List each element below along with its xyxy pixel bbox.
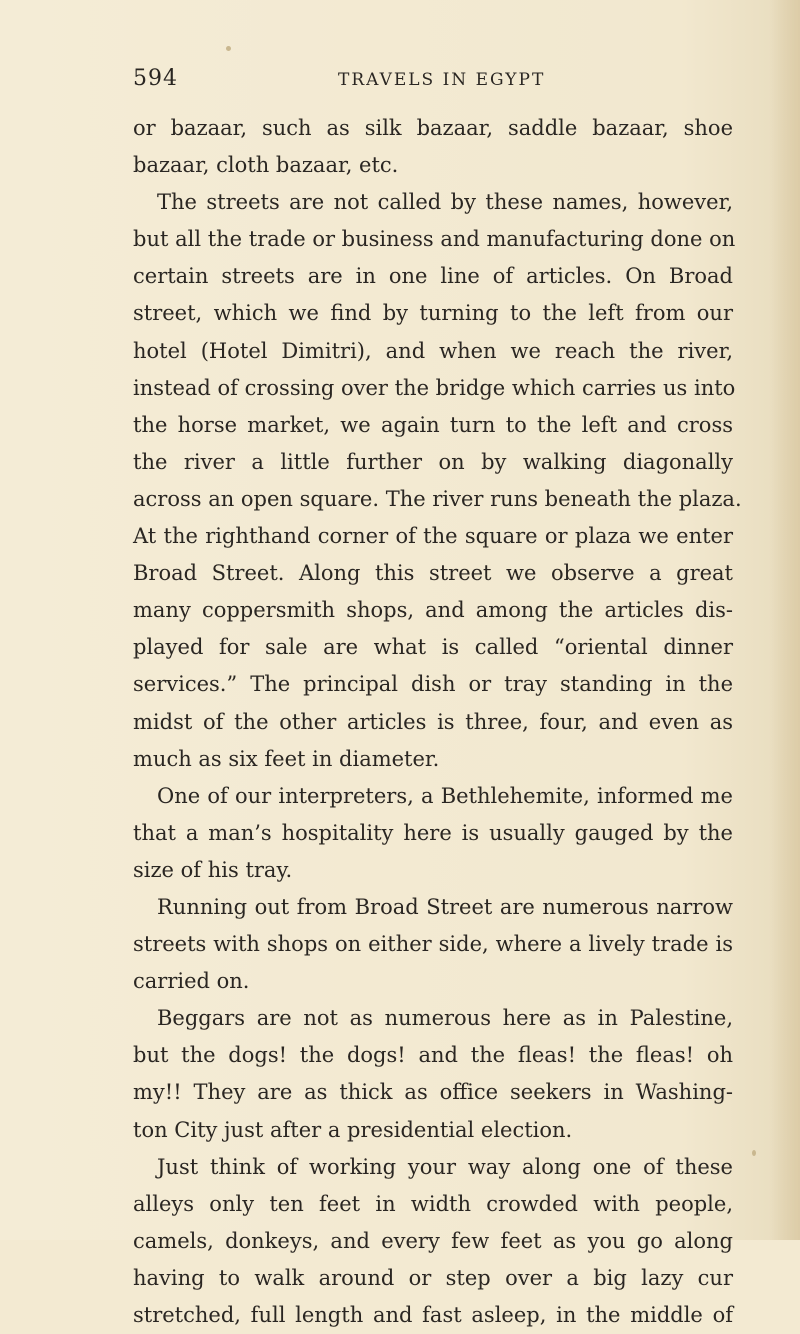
text-line: but the dogs! the dogs! and the fleas! the fleas! oh	[133, 1043, 733, 1068]
text-line: Beggars are not as numerous here as in Palestine,	[157, 1006, 733, 1031]
text-line: size of his tray.	[133, 857, 293, 882]
text-line: much as six feet in diameter.	[133, 746, 440, 771]
text-line: Broad Street. Along this street we observe a great	[133, 561, 733, 586]
text-line: that a man’s hospitality here is usually gauged by the	[133, 820, 733, 845]
text-line: having to walk around or step over a big lazy cur	[133, 1265, 733, 1290]
text-line: stretched, full length and fast asleep, in the middle of	[133, 1303, 733, 1327]
text-line: street, which we find by turning to the left from our	[133, 301, 733, 326]
text-line: bazaar, cloth bazaar, etc.	[133, 153, 399, 178]
text-line: the horse market, we again turn to the left and cross	[133, 412, 733, 437]
text-line: the river a little further on by walking diagonally	[133, 449, 733, 474]
paper-speck	[226, 46, 231, 51]
text-line: The streets are not called by these names, however,	[157, 190, 733, 215]
text-line: many coppersmith shops, and among the articles dis-	[133, 598, 733, 623]
text-line: played for sale are what is called “oriental dinner	[133, 635, 733, 660]
text-line: Running out from Broad Street are numerous narrow	[157, 894, 733, 919]
text-line: midst of the other articles is three, four, and even as	[133, 709, 733, 734]
text-line: hotel (Hotel Dimitri), and when we reach the river,	[133, 338, 733, 363]
paper-speck	[752, 1150, 756, 1156]
text-line: streets with shops on either side, where a lively trade is	[133, 932, 733, 957]
text-line: ton City just after a presidential election.	[133, 1117, 573, 1142]
text-line: At the righthand corner of the square or plaza we enter	[133, 524, 733, 549]
text-line: services.” The principal dish or tray standing in the	[133, 672, 733, 697]
text-line: across an open square. The river runs beneath the plaza.	[133, 486, 742, 511]
text-line: but all the trade or business and manufacturing done on	[133, 227, 736, 252]
text-line: camels, donkeys, and every few feet as you go along	[133, 1228, 733, 1253]
text-line: instead of crossing over the bridge which carries us into	[133, 375, 736, 400]
running-title: TRAVELS IN EGYPT	[338, 70, 546, 90]
text-line: carried on.	[133, 969, 250, 994]
text-line: certain streets are in one line of articles. On Broad	[133, 264, 733, 289]
text-line: alleys only ten feet in width crowded with people,	[133, 1191, 733, 1216]
text-line: Just think of working your way along one of these	[157, 1154, 733, 1179]
text-line: One of our interpreters, a Bethlehemite, informed me	[157, 783, 733, 808]
running-head	[133, 62, 733, 102]
page-number: 594	[133, 66, 178, 91]
text-line: or bazaar, such as silk bazaar, saddle bazaar, shoe	[133, 116, 733, 140]
page-edge-stain	[770, 0, 800, 1240]
body-text	[133, 110, 742, 1334]
text-line: my!! They are as thick as office seekers in Washing-	[133, 1080, 733, 1105]
